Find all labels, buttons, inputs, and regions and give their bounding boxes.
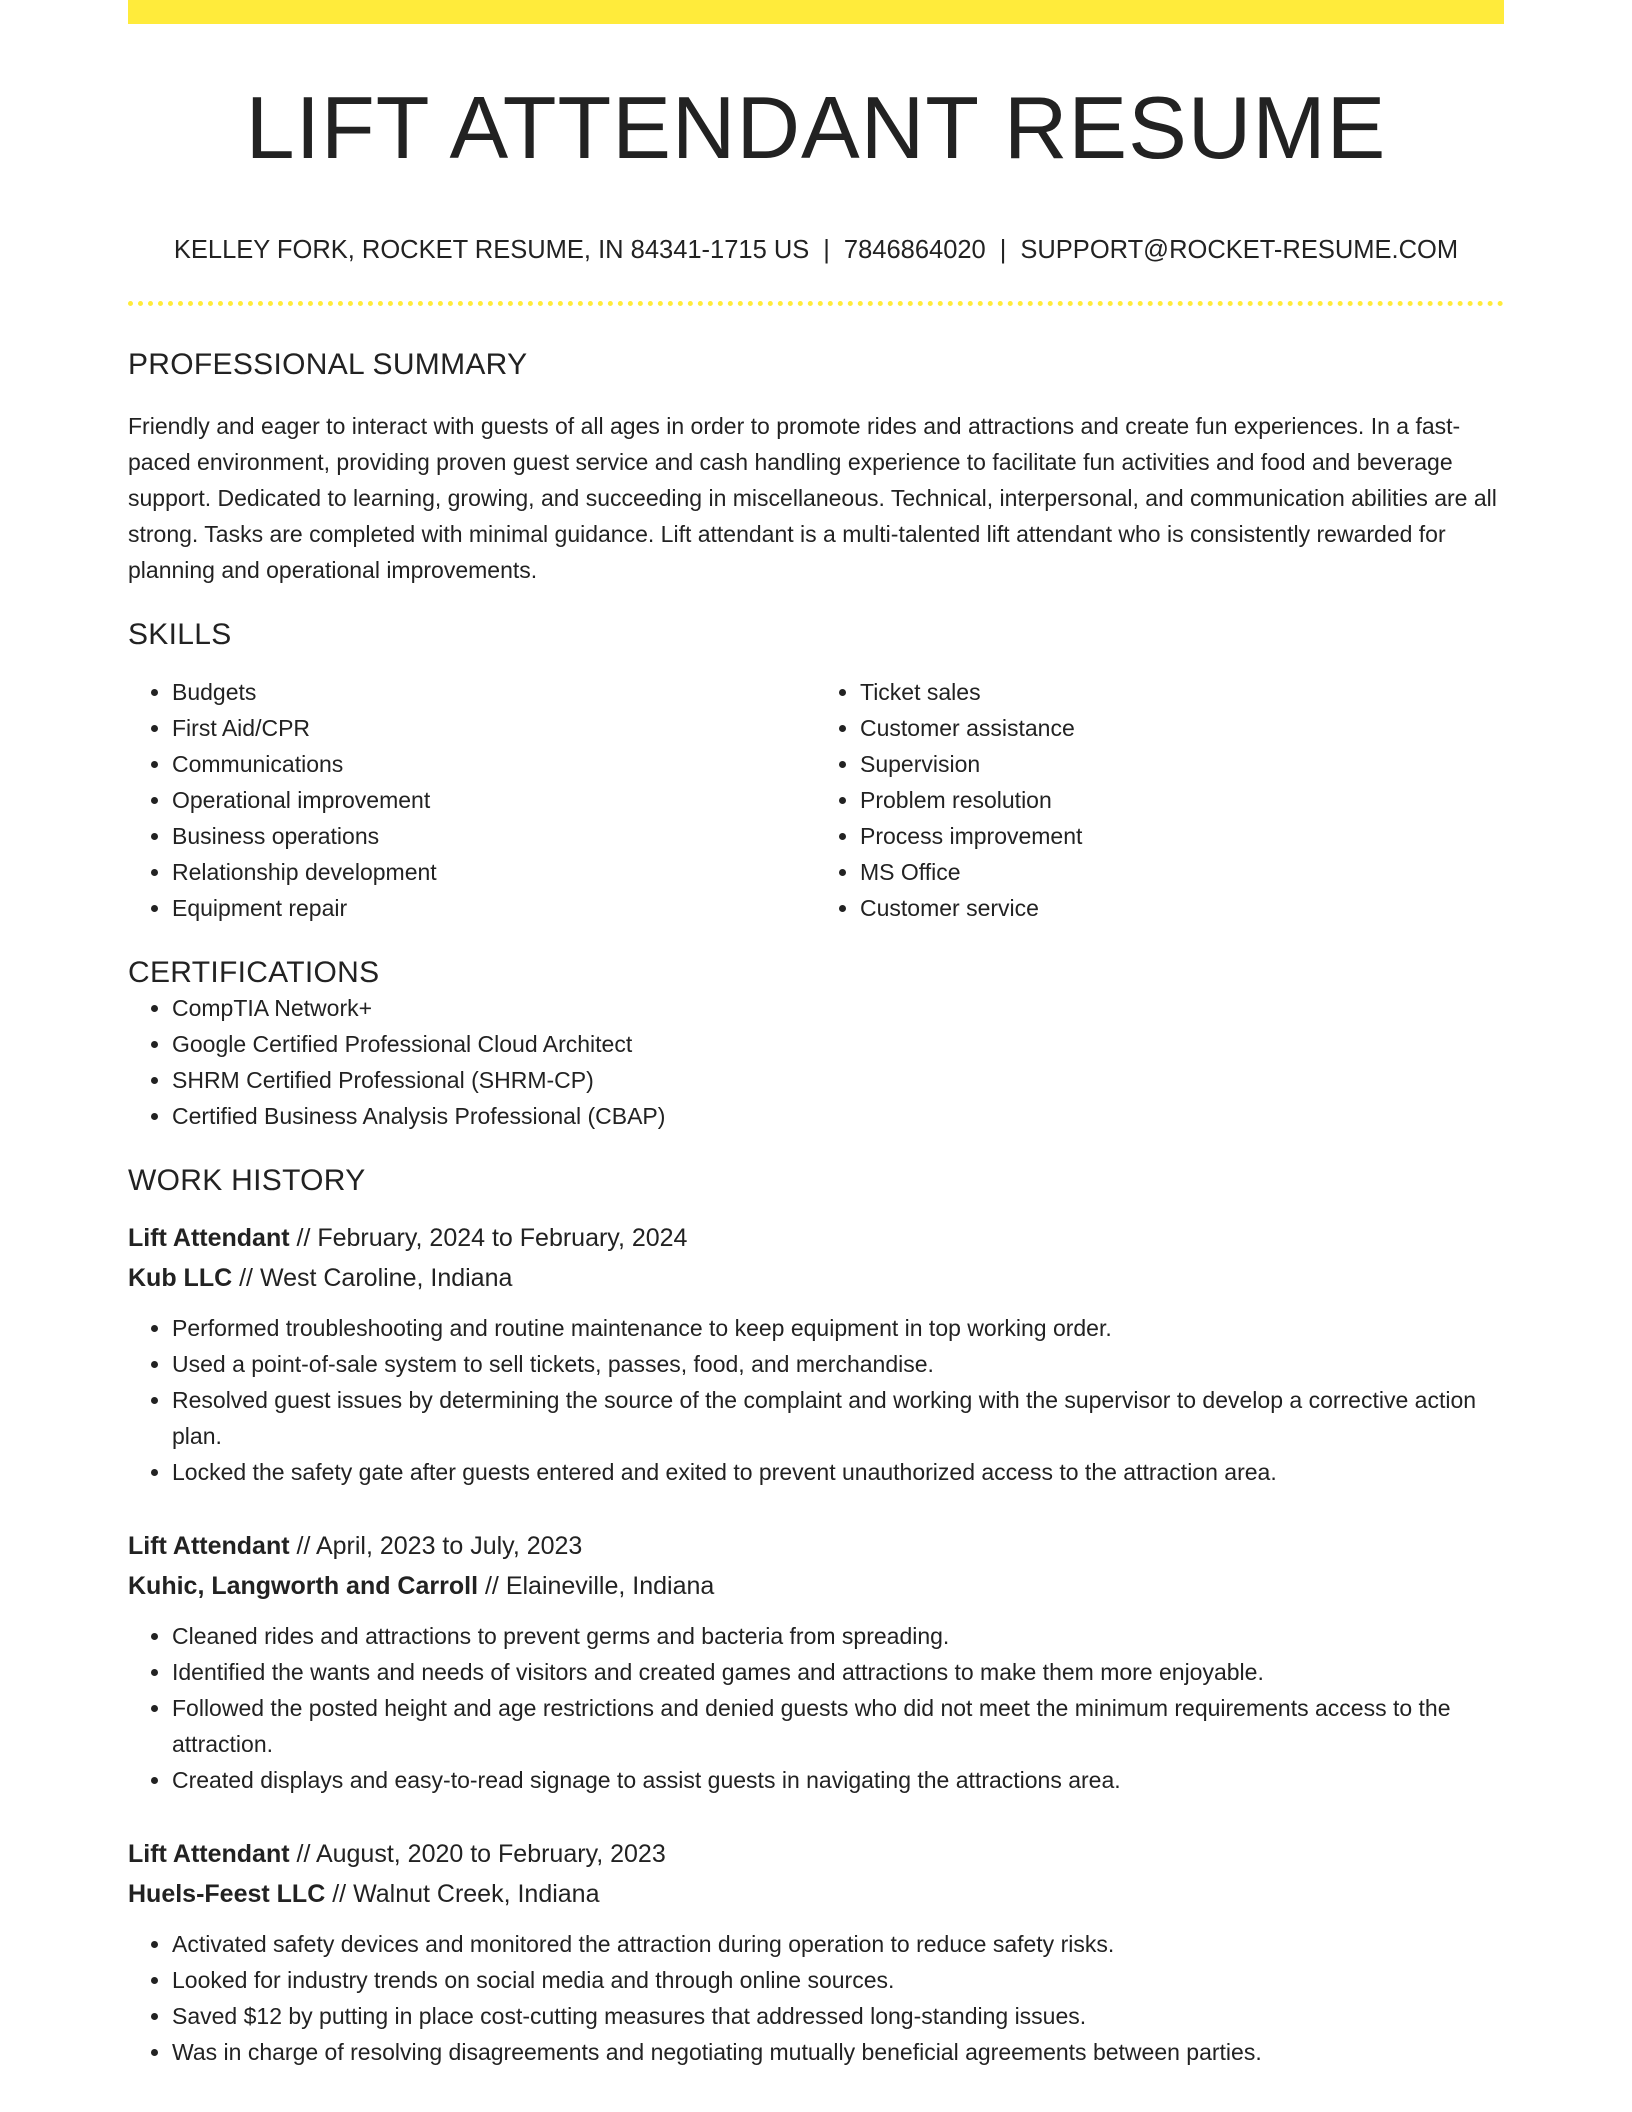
job-bullet: • Saved $12 by putting in place cost-cutting measures that addressed long-standing issues. (172, 1998, 1504, 2034)
certifications-list (128, 990, 1504, 1134)
skill-item: • Customer assistance (860, 710, 1504, 746)
top-accent-bar (128, 0, 1504, 24)
job-company: Huels-Feest LLC (128, 1880, 326, 1908)
skill-item: • Relationship development (172, 854, 816, 890)
skill-item: • Process improvement (860, 818, 1504, 854)
job-company-line (128, 1566, 1504, 1606)
skills-list-right (816, 674, 1504, 926)
work-history-heading: WORK HISTORY (128, 1164, 366, 1197)
certification-item: • Google Certified Professional Cloud Architect (172, 1026, 1504, 1062)
job-separator: // (325, 1880, 354, 1908)
job-entry (128, 1526, 1504, 1798)
summary-text: Friendly and eager to interact with guests of all ages in order to promote rides and attractions and create fun experiences. In a fast-paced environment, providing proven guest service and cash handling experience to facilitate fun activities and food and beverage support. Dedicated to learning, growing, and succeeding in miscellaneous. Technical, interpersonal, and communication abilities are all strong. Tasks are completed with minimal guidance. Lift attendant is a multi-talented lift attendant who is consistently rewarded for planning and operational improvements. (128, 413, 1497, 583)
job-company-line (128, 1874, 1504, 1914)
job-role-line (128, 1526, 1504, 1566)
resume-page (128, 0, 1504, 2070)
job-bullets (128, 1926, 1504, 2070)
skills-heading: SKILLS (128, 618, 232, 651)
contact-email: SUPPORT@ROCKET-RESUME.COM (1020, 236, 1459, 264)
skills-columns (128, 674, 1504, 926)
job-bullet: • Used a point-of-sale system to sell tickets, passes, food, and merchandise. (172, 1346, 1504, 1382)
job-bullet: • Looked for industry trends on social media and through online sources. (172, 1962, 1504, 1998)
summary-heading: PROFESSIONAL SUMMARY (128, 348, 528, 381)
job-role-line (128, 1834, 1504, 1874)
job-bullet: • Identified the wants and needs of visitors and created games and attractions to make them more enjoyable. (172, 1654, 1504, 1690)
skill-item: • Customer service (860, 890, 1504, 926)
job-bullets (128, 1310, 1504, 1490)
job-bullet: • Cleaned rides and attractions to prevent germs and bacteria from spreading. (172, 1618, 1504, 1654)
certification-item: • SHRM Certified Professional (SHRM-CP) (172, 1062, 1504, 1098)
job-company: Kuhic, Langworth and Carroll (128, 1572, 479, 1600)
job-role: Lift Attendant (128, 1224, 290, 1252)
job-separator: // (289, 1840, 316, 1868)
job-role: Lift Attendant (128, 1840, 290, 1868)
job-company: Kub LLC (128, 1264, 233, 1292)
job-bullet: • Followed the posted height and age restrictions and denied guests who did not meet the minimum requirements access to the attraction. (172, 1690, 1504, 1762)
job-bullet: • Locked the safety gate after guests entered and exited to prevent unauthorized access to the attraction area. (172, 1454, 1504, 1490)
job-bullet: • Performed troubleshooting and routine maintenance to keep equipment in top working order. (172, 1310, 1504, 1346)
job-separator: // (289, 1532, 316, 1560)
contact-address: KELLEY FORK, ROCKET RESUME, IN 84341-1715 US (173, 236, 810, 264)
job-dates: April, 2023 to July, 2023 (315, 1532, 583, 1560)
job-dates: August, 2020 to February, 2023 (315, 1840, 666, 1868)
skill-item: • Budgets (172, 674, 816, 710)
contact-line (128, 236, 1504, 265)
skill-item: • Ticket sales (860, 674, 1504, 710)
skill-item: • Problem resolution (860, 782, 1504, 818)
skill-item: • First Aid/CPR (172, 710, 816, 746)
skill-item: • Communications (172, 746, 816, 782)
job-entry (128, 1218, 1504, 1490)
skill-item: • Business operations (172, 818, 816, 854)
job-entry (128, 1834, 1504, 2070)
resume-title: LIFT ATTENDANT RESUME (245, 78, 1387, 177)
job-location: Elaineville, Indiana (505, 1572, 715, 1600)
job-company-line (128, 1258, 1504, 1298)
job-separator: // (232, 1264, 260, 1292)
skills-list-left (128, 674, 816, 926)
contact-separator: | (823, 236, 830, 264)
job-role: Lift Attendant (128, 1532, 290, 1560)
job-location: West Caroline, Indiana (259, 1264, 513, 1292)
job-bullet: • Activated safety devices and monitored the attraction during operation to reduce safety risks. (172, 1926, 1504, 1962)
job-role-line (128, 1218, 1504, 1258)
certifications-heading: CERTIFICATIONS (128, 956, 380, 989)
job-separator: // (289, 1224, 318, 1252)
job-bullets (128, 1618, 1504, 1798)
certification-item: • Certified Business Analysis Professional (CBAP) (172, 1098, 1504, 1134)
job-bullet: • Resolved guest issues by determining the source of the complaint and working with the supervisor to develop a corrective action plan. (172, 1382, 1504, 1454)
job-dates: February, 2024 to February, 2024 (317, 1224, 688, 1252)
skill-item: • Equipment repair (172, 890, 816, 926)
contact-separator: | (999, 236, 1007, 264)
job-location: Walnut Creek, Indiana (353, 1880, 600, 1908)
contact-phone: 7846864020 (843, 236, 986, 264)
job-bullet: • Created displays and easy-to-read signage to assist guests in navigating the attractions area. (172, 1762, 1504, 1798)
skill-item: • Supervision (860, 746, 1504, 782)
certification-item: • CompTIA Network+ (172, 990, 1504, 1026)
skill-item: • Operational improvement (172, 782, 816, 818)
job-separator: // (478, 1572, 506, 1600)
dotted-divider (128, 301, 1504, 306)
job-bullet: • Was in charge of resolving disagreements and negotiating mutually beneficial agreements between parties. (172, 2034, 1504, 2070)
skill-item: • MS Office (860, 854, 1504, 890)
